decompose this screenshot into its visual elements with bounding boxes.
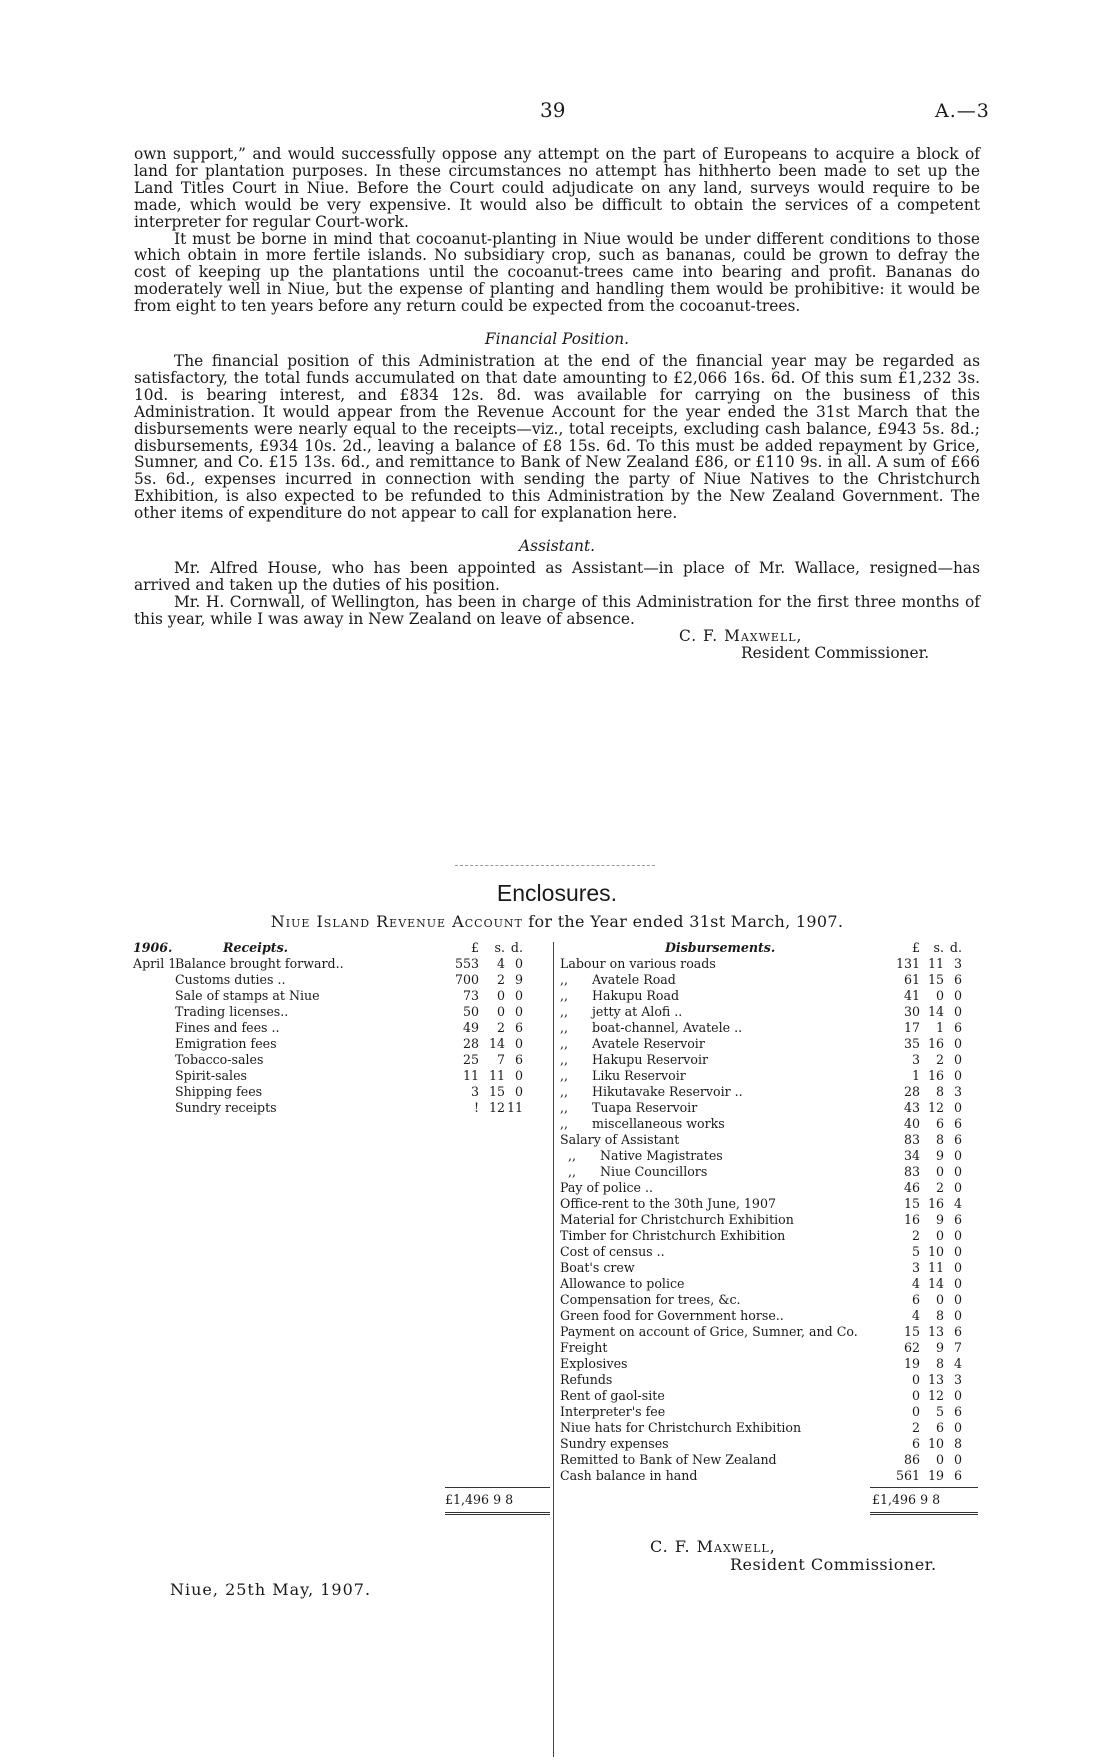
ledger-item-label: Office-rent to the 30th June, 1907 xyxy=(560,1196,776,1211)
ledger-amount-s: 9 xyxy=(935,1148,944,1163)
ledger-amount-l: 0 xyxy=(911,1388,920,1403)
ledger-row xyxy=(560,1292,980,1308)
ledger-row xyxy=(133,1020,553,1036)
ledger-item-label: Cost of census .. xyxy=(560,1244,665,1259)
ledger-item-label: Allowance to police xyxy=(560,1276,685,1291)
ledger-item-label: Pay of police .. xyxy=(560,1180,653,1195)
ledger-amount-d: 0 xyxy=(953,1228,962,1243)
ledger-amount-d: 4 xyxy=(953,1356,962,1371)
ledger-amount-d: 0 xyxy=(953,1164,962,1179)
ledger-amount-d: 0 xyxy=(953,1100,962,1115)
ledger-amount-l: 46 xyxy=(903,1180,920,1195)
ledger-amount-l: 561 xyxy=(895,1468,920,1483)
ledger-amount-s: 8 xyxy=(935,1356,944,1371)
ledger-center-rule xyxy=(553,942,554,1757)
ledger-amount-s: 13 xyxy=(927,1372,944,1387)
revenue-account-name: Niue Island Revenue Account xyxy=(270,912,523,931)
ledger-amount-d: 0 xyxy=(953,1036,962,1051)
ledger-row xyxy=(560,1084,980,1100)
ledger-amount-s: 19 xyxy=(927,1468,944,1483)
ledger-amount-s: 9 xyxy=(935,1340,944,1355)
disb-total-double-rule xyxy=(870,1512,978,1515)
ledger-item-label: Sundry expenses xyxy=(560,1436,669,1451)
ledger-amount-l: 49 xyxy=(462,1020,479,1035)
ledger-amount-d: 3 xyxy=(953,1084,962,1099)
ledger-row xyxy=(560,1340,980,1356)
ledger-item-label: Sundry receipts xyxy=(175,1100,277,1115)
ledger-amount-l: 43 xyxy=(903,1100,920,1115)
ledger-row xyxy=(560,1372,980,1388)
ledger-amount-d: 6 xyxy=(953,1468,962,1483)
document-reference: A.—3 xyxy=(935,100,990,122)
col-pounds-right: £ xyxy=(911,940,920,955)
ledger-amount-l: 50 xyxy=(462,1004,479,1019)
report-signature xyxy=(679,628,980,662)
ledger-amount-l: 2 xyxy=(911,1228,920,1243)
ledger-amount-l: 6 xyxy=(911,1436,920,1451)
ledger-row xyxy=(560,1420,980,1436)
ledger-item-label: Trading licenses.. xyxy=(175,1004,289,1019)
ledger-amount-d: 6 xyxy=(953,1212,962,1227)
ledger-amount-d: 6 xyxy=(514,1052,523,1067)
ledger-amount-s: 0 xyxy=(935,1452,944,1467)
revenue-account-period: for the Year ended 31st March, 1907. xyxy=(528,912,844,931)
ledger-item-label: Rent of gaol-site xyxy=(560,1388,665,1403)
receipts-header: Receipts. xyxy=(223,940,289,955)
ledger-amount-l: 83 xyxy=(903,1132,920,1147)
paragraph-financial-position: The financial position of this Administration at the end of the financial year may be regarded as satisfactory, the total funds accumulated on that date amounting to £2,066 16s. 6d. Of this sum £1,232 3s. 10d. is bearing interest, and £834 12s. 8d. was available for carrying on the business of this Administration. It would appear from the Revenue Account for the year ended the 31st March that the disbursements were nearly equal to the receipts—viz., total receipts, excluding cash balance, £943 5s. 8d.; disbursements, £934 10s. 2d., leaving a balance of £8 15s. 6d. To this must be added repayment by Grice, Sumner, and Co. £15 13s. 6d., and remittance to Bank of New Zealand £86, or £110 9s. in all. A sum of £66 5s. 6d., expenses incurred in connection with sending the party of Niue Natives to the Christchurch Exhibition, is also expected to be refunded to this Administration by the New Zealand Government. The other items of expenditure do not appear to call for explanation here. xyxy=(134,351,980,523)
ledger-amount-s: 8 xyxy=(935,1132,944,1147)
ledger-item-label: Emigration fees xyxy=(175,1036,277,1051)
ledger-amount-s: 6 xyxy=(935,1116,944,1131)
paragraph-assistant: Mr. Alfred House, who has been appointed as Assistant—in place of Mr. Wallace, resigned—has arrived and taken up the duties of his position. xyxy=(134,558,980,594)
ledger-row xyxy=(560,1100,980,1116)
ledger-item-label: Refunds xyxy=(560,1372,613,1387)
ledger-amount-d: 0 xyxy=(953,1308,962,1323)
receipts-total xyxy=(445,1492,513,1508)
ledger-amount-l: 35 xyxy=(903,1036,920,1051)
ledger-amount-s: 12 xyxy=(927,1100,944,1115)
ledger-amount-l: 28 xyxy=(462,1036,479,1051)
ledger-item-label: ,, Avatele Road xyxy=(560,972,676,987)
ledger-amount-l: 3 xyxy=(911,1260,920,1275)
ledger-amount-d: 6 xyxy=(953,1324,962,1339)
ledger-amount-s: 0 xyxy=(935,1164,944,1179)
ledger-amount-d: 3 xyxy=(953,1372,962,1387)
ledger-row xyxy=(133,1052,553,1068)
ledger-amount-d: 0 xyxy=(953,1180,962,1195)
col-pounds: £ xyxy=(470,940,479,955)
ledger-row xyxy=(133,1084,553,1100)
ledger-item-label: Cash balance in hand xyxy=(560,1468,698,1483)
ledger-item-label: ,, Native Magistrates xyxy=(560,1148,723,1163)
ledger-amount-d: 6 xyxy=(953,1116,962,1131)
col-shillings: s. xyxy=(494,940,505,955)
ledger-amount-l: 3 xyxy=(470,1084,479,1099)
report-body xyxy=(134,146,980,662)
ledger-amount-d: 0 xyxy=(953,1004,962,1019)
ledger-amount-s: 8 xyxy=(935,1308,944,1323)
ledger-amount-l: 4 xyxy=(911,1308,920,1323)
ledger-amount-l: 73 xyxy=(462,988,479,1003)
ledger-amount-s: 0 xyxy=(935,988,944,1003)
ledger-amount-l: 62 xyxy=(903,1340,920,1355)
ledger-amount-d: 6 xyxy=(953,1404,962,1419)
ledger-item-label: ,, Liku Reservoir xyxy=(560,1068,686,1083)
ledger-item-label: Interpreter's fee xyxy=(560,1404,666,1419)
ledger-row xyxy=(560,1228,980,1244)
ledger-amount-d: 0 xyxy=(953,1244,962,1259)
ledger-item-label: ,, Hakupu Reservoir xyxy=(560,1052,709,1067)
ledger-amount-l: 6 xyxy=(911,1292,920,1307)
ledger-row xyxy=(133,1068,553,1084)
ledger-amount-d: 8 xyxy=(953,1436,962,1451)
heading-financial-position: Financial Position. xyxy=(484,330,630,349)
ledger-amount-d: 0 xyxy=(514,1068,523,1083)
ledger-row xyxy=(560,1036,980,1052)
ledger-item-label: ,, miscellaneous works xyxy=(560,1116,725,1131)
ledger-row xyxy=(560,1308,980,1324)
ledger-amount-s: 5 xyxy=(935,1404,944,1419)
disbursements-ledger xyxy=(560,940,980,1484)
ledger-item-label: Compensation for trees, &c. xyxy=(560,1292,741,1307)
ledger-amount-d: 0 xyxy=(514,956,523,971)
ledger-amount-l: 11 xyxy=(462,1068,479,1083)
ledger-item-label: Salary of Assistant xyxy=(560,1132,680,1147)
disbursements-header: Disbursements. xyxy=(665,940,776,955)
heading-assistant: Assistant. xyxy=(518,537,596,556)
ledger-row xyxy=(133,1100,553,1116)
ledger-amount-d: 0 xyxy=(514,988,523,1003)
ledger-item-label: ,, Hikutavake Reservoir .. xyxy=(560,1084,743,1099)
ledger-amount-s: 16 xyxy=(927,1036,944,1051)
enclosures-title: Enclosures. xyxy=(496,880,618,906)
ledger-row xyxy=(560,1132,980,1148)
ledger-item-label: Timber for Christchurch Exhibition xyxy=(560,1228,786,1243)
ledger-amount-d: 6 xyxy=(953,1132,962,1147)
ledger-amount-l: 5 xyxy=(911,1244,920,1259)
ledger-amount-s: 16 xyxy=(927,1196,944,1211)
ledger-amount-l: 4 xyxy=(911,1276,920,1291)
disbursements-total-value: £1,496 9 8 xyxy=(872,1492,941,1507)
ledger-amount-s: 10 xyxy=(927,1244,944,1259)
ledger-row xyxy=(560,1148,980,1164)
ledger-item-label: Payment on account of Grice, Sumner, and Co. xyxy=(560,1324,858,1339)
ledger-row xyxy=(560,1020,980,1036)
signature-title: Resident Commissioner. xyxy=(741,643,930,662)
ledger-amount-l: ! xyxy=(473,1100,479,1115)
receipts-rows xyxy=(133,956,553,1116)
ledger-amount-l: 553 xyxy=(454,956,479,971)
ledger-item-label: Boat's crew xyxy=(560,1260,635,1275)
section-divider xyxy=(455,865,655,866)
receipts-total-value: £1,496 9 8 xyxy=(445,1492,514,1507)
ledger-amount-d: 0 xyxy=(953,1148,962,1163)
ledger-row xyxy=(560,1436,980,1452)
ledger-row xyxy=(560,1164,980,1180)
closing-place-date: Niue, 25th May, 1907. xyxy=(170,1580,372,1599)
ledger-item-label: Niue hats for Christchurch Exhibition xyxy=(560,1420,802,1435)
receipts-total-rule xyxy=(445,1487,550,1488)
ledger-amount-s: 7 xyxy=(496,1052,505,1067)
closing-signature-name: C. F. Maxwell, xyxy=(650,1537,776,1556)
ledger-amount-s: 14 xyxy=(488,1036,505,1051)
ledger-item-label: Balance brought forward.. xyxy=(175,956,344,971)
signature-name: C. F. Maxwell, xyxy=(679,626,803,645)
col-pence: d. xyxy=(510,940,523,955)
ledger-row xyxy=(560,1244,980,1260)
ledger-amount-d: 0 xyxy=(514,1084,523,1099)
closing-signature-title: Resident Commissioner. xyxy=(730,1555,937,1574)
ledger-item-label: ,, Avatele Reservoir xyxy=(560,1036,705,1051)
ledger-row xyxy=(560,1052,980,1068)
ledger-item-label: Remitted to Bank of New Zealand xyxy=(560,1452,777,1467)
ledger-item-label: Freight xyxy=(560,1340,608,1355)
ledger-amount-s: 0 xyxy=(935,1292,944,1307)
ledger-row xyxy=(560,988,980,1004)
ledger-amount-s: 12 xyxy=(488,1100,505,1115)
ledger-amount-l: 0 xyxy=(911,1404,920,1419)
ledger-amount-s: 11 xyxy=(927,956,944,971)
ledger-amount-d: 6 xyxy=(953,1020,962,1035)
ledger-row xyxy=(560,1004,980,1020)
col-pence-right: d. xyxy=(949,940,962,955)
ledger-year: 1906. xyxy=(133,940,173,955)
ledger-row xyxy=(560,1276,980,1292)
ledger-row xyxy=(133,988,553,1004)
page-number: 39 xyxy=(540,98,566,122)
ledger-amount-s: 15 xyxy=(488,1084,505,1099)
ledger-item-label: ,, boat-channel, Avatele .. xyxy=(560,1020,743,1035)
ledger-item-label: ,, jetty at Alofi .. xyxy=(560,1004,683,1019)
ledger-amount-d: 6 xyxy=(514,1020,523,1035)
ledger-amount-d: 0 xyxy=(953,1260,962,1275)
ledger-row xyxy=(560,1180,980,1196)
closing-signature xyxy=(650,1538,937,1574)
ledger-amount-s: 2 xyxy=(935,1180,944,1195)
ledger-amount-l: 16 xyxy=(903,1212,920,1227)
ledger-amount-s: 8 xyxy=(935,1084,944,1099)
ledger-amount-d: 0 xyxy=(514,1036,523,1051)
ledger-date: April 1 xyxy=(133,956,177,971)
ledger-item-label: ,, Niue Councillors xyxy=(560,1164,708,1179)
ledger-amount-s: 13 xyxy=(927,1324,944,1339)
disbursements-rows xyxy=(560,956,980,1484)
ledger-row xyxy=(560,1468,980,1484)
ledger-amount-s: 2 xyxy=(496,972,505,987)
ledger-amount-d: 0 xyxy=(514,1004,523,1019)
ledger-row xyxy=(560,972,980,988)
ledger-amount-s: 6 xyxy=(935,1420,944,1435)
ledger-amount-s: 0 xyxy=(935,1228,944,1243)
ledger-amount-d: 0 xyxy=(953,1388,962,1403)
ledger-row xyxy=(560,1260,980,1276)
ledger-row xyxy=(560,1404,980,1420)
ledger-item-label: Green food for Government horse.. xyxy=(560,1308,784,1323)
ledger-amount-l: 34 xyxy=(903,1148,920,1163)
ledger-row xyxy=(133,972,553,988)
ledger-item-label: Customs duties .. xyxy=(175,972,286,987)
ledger-amount-l: 86 xyxy=(903,1452,920,1467)
ledger-amount-s: 11 xyxy=(927,1260,944,1275)
ledger-amount-l: 17 xyxy=(903,1020,920,1035)
ledger-amount-d: 3 xyxy=(953,956,962,971)
ledger-amount-l: 3 xyxy=(911,1052,920,1067)
paragraph-cornwall: Mr. H. Cornwall, of Wellington, has been in charge of this Administration for the first three months of this year, while I was away in New Zealand on leave of absence. xyxy=(134,592,980,628)
ledger-amount-l: 19 xyxy=(903,1356,920,1371)
ledger-row xyxy=(560,1068,980,1084)
ledger-item-label: Sale of stamps at Niue xyxy=(175,988,320,1003)
paragraph-land-titles: own support,” and would successfully oppose any attempt on the part of Europeans to acquire a block of land for plantation purposes. In these circumstances no attempt has hithherto been made to set up the Land Titles Court in Niue. Before the Court could adjudicate on any land, surveys would require to be made, which would be very expensive. It would also be difficult to obtain the services of a competent interpreter for regular Court-work. xyxy=(134,145,980,231)
ledger-row xyxy=(560,1388,980,1404)
ledger-item-label: ,, Tuapa Reservoir xyxy=(560,1100,698,1115)
ledger-amount-d: 7 xyxy=(953,1340,962,1355)
ledger-row xyxy=(560,1196,980,1212)
ledger-amount-d: 0 xyxy=(953,1052,962,1067)
ledger-amount-l: 41 xyxy=(903,988,920,1003)
ledger-amount-l: 61 xyxy=(903,972,920,987)
ledger-amount-s: 0 xyxy=(496,988,505,1003)
ledger-amount-d: 0 xyxy=(953,1276,962,1291)
ledger-row xyxy=(560,1116,980,1132)
ledger-item-label: ,, Hakupu Road xyxy=(560,988,680,1003)
ledger-amount-d: 6 xyxy=(953,972,962,987)
ledger-amount-l: 83 xyxy=(903,1164,920,1179)
ledger-row xyxy=(560,1324,980,1340)
ledger-item-label: Tobacco-sales xyxy=(175,1052,264,1067)
ledger-amount-l: 28 xyxy=(903,1084,920,1099)
ledger-item-label: Labour on various roads xyxy=(560,956,716,971)
ledger-amount-s: 9 xyxy=(935,1212,944,1227)
ledger-amount-l: 25 xyxy=(462,1052,479,1067)
ledger-amount-l: 700 xyxy=(454,972,479,987)
ledger-amount-s: 0 xyxy=(496,1004,505,1019)
ledger-amount-s: 10 xyxy=(927,1436,944,1451)
ledger-item-label: Fines and fees .. xyxy=(175,1020,280,1035)
revenue-account-title xyxy=(0,912,1114,931)
ledger-amount-l: 0 xyxy=(911,1372,920,1387)
ledger-amount-s: 16 xyxy=(927,1068,944,1083)
ledger-amount-l: 131 xyxy=(895,956,920,971)
ledger-amount-d: 4 xyxy=(953,1196,962,1211)
ledger-amount-d: 9 xyxy=(514,972,523,987)
ledger-amount-s: 1 xyxy=(935,1020,944,1035)
ledger-row xyxy=(133,1004,553,1020)
ledger-row xyxy=(133,1036,553,1052)
receipts-ledger xyxy=(133,940,553,1116)
ledger-amount-s: 14 xyxy=(927,1276,944,1291)
ledger-amount-s: 2 xyxy=(935,1052,944,1067)
receipts-total-double-rule xyxy=(445,1512,550,1515)
ledger-amount-d: 0 xyxy=(953,1420,962,1435)
disb-total-rule xyxy=(870,1487,978,1488)
ledger-amount-s: 4 xyxy=(496,956,505,971)
ledger-row xyxy=(560,1452,980,1468)
ledger-item-label: Shipping fees xyxy=(175,1084,263,1099)
ledger-amount-s: 14 xyxy=(927,1004,944,1019)
ledger-amount-d: 0 xyxy=(953,988,962,1003)
ledger-amount-s: 12 xyxy=(927,1388,944,1403)
ledger-amount-l: 1 xyxy=(911,1068,920,1083)
ledger-item-label: Material for Christchurch Exhibition xyxy=(560,1212,794,1227)
ledger-row xyxy=(560,1356,980,1372)
ledger-amount-d: 0 xyxy=(953,1292,962,1307)
ledger-amount-l: 2 xyxy=(911,1420,920,1435)
ledger-amount-l: 40 xyxy=(903,1116,920,1131)
ledger-amount-d: 0 xyxy=(953,1452,962,1467)
ledger-amount-s: 11 xyxy=(488,1068,505,1083)
paragraph-cocoanut-planting: It must be borne in mind that cocoanut-planting in Niue would be under different conditions to those which obtain in more fertile islands. No subsidiary crop, such as bananas, could be grown to defray the cost of keeping up the plantations until the cocoanut-trees came into bearing and profit. Bananas do moderately well in Niue, but the expense of planting and handling them would be prohibitive: it would be from eight to ten years before any return could be expected from the cocoanut-trees. xyxy=(134,229,980,316)
disbursements-total xyxy=(872,1492,940,1508)
ledger-amount-s: 15 xyxy=(927,972,944,987)
col-shillings-right: s. xyxy=(933,940,944,955)
ledger-amount-l: 30 xyxy=(903,1004,920,1019)
ledger-amount-l: 15 xyxy=(903,1196,920,1211)
ledger-row xyxy=(560,956,980,972)
ledger-row xyxy=(560,1212,980,1228)
ledger-item-label: Spirit-sales xyxy=(175,1068,247,1083)
ledger-row xyxy=(133,956,553,972)
ledger-amount-d: 11 xyxy=(506,1100,523,1115)
ledger-amount-s: 2 xyxy=(496,1020,505,1035)
ledger-amount-l: 15 xyxy=(903,1324,920,1339)
ledger-amount-d: 0 xyxy=(953,1068,962,1083)
ledger-item-label: Explosives xyxy=(560,1356,628,1371)
